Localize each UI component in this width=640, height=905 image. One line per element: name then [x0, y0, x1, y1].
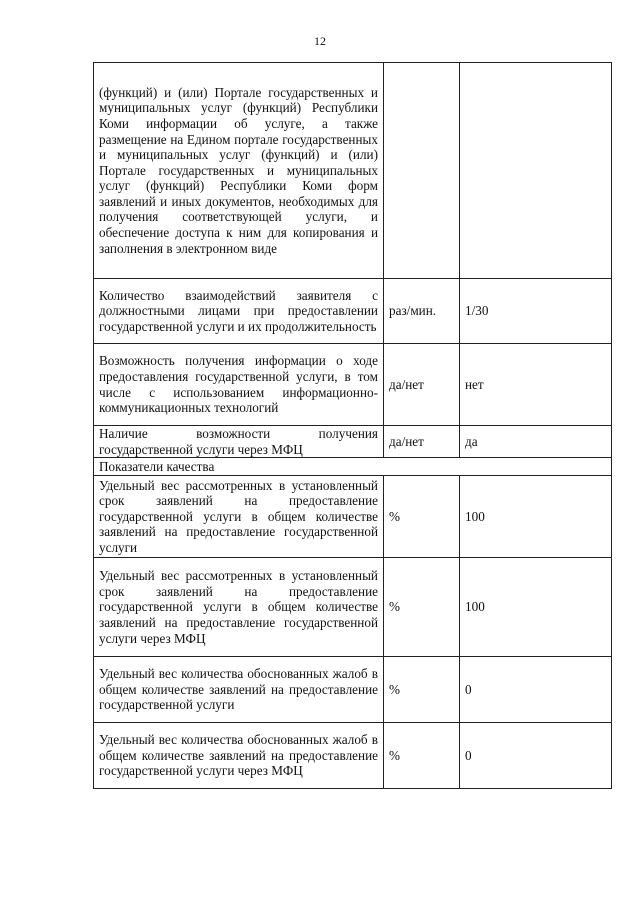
indicator-description: Удельный вес рассмотренных в установленный срок заявлений на предоставление государственной услуги в общем количестве заявлений на предоставление государственной услуги — [94, 476, 384, 558]
indicator-unit: % — [384, 558, 460, 657]
indicator-unit: да/нет — [384, 426, 460, 458]
indicator-description: Удельный вес рассмотренных в установленный срок заявлений на предоставление государственной услуги в общем количестве заявлений на предоставление государственной услуги через МФЦ — [94, 558, 384, 657]
table-row — [94, 344, 612, 426]
indicator-value: да — [460, 426, 612, 458]
table-row — [94, 476, 612, 558]
table-row — [94, 558, 612, 657]
page-number: 12 — [314, 34, 326, 48]
indicator-value: 100 — [460, 476, 612, 558]
table-row — [94, 723, 612, 789]
indicator-value: 0 — [460, 657, 612, 723]
table-row — [94, 279, 612, 344]
indicator-value: 0 — [460, 723, 612, 789]
section-title: Показатели качества — [94, 458, 612, 476]
indicator-description: Удельный вес количества обоснованных жалоб в общем количестве заявлений на предоставление государственной услуги через МФЦ — [94, 723, 384, 789]
indicator-unit — [384, 63, 460, 279]
table-row — [94, 63, 612, 279]
indicator-description: (функций) и (или) Портале государственных и муниципальных услуг (функций) Республики Коми информации об услуге, а также размещение на Едином портале государственных и муниципальных услуг (функций) и (или) Портале государственных и муниципальных услуг (функций) Республики Коми форм заявлений и иных документов, необходимых для получения соответствующей услуги, и обеспечение доступа к ним для копирования и заполнения в электронном виде — [94, 63, 384, 279]
indicator-description: Удельный вес количества обоснованных жалоб в общем количестве заявлений на предоставление государственной услуги — [94, 657, 384, 723]
indicator-value: нет — [460, 344, 612, 426]
indicators-table — [93, 62, 612, 789]
indicator-description: Возможность получения информации о ходе предоставления государственной услуги, в том числе с использованием информационно-коммуникационных технологий — [94, 344, 384, 426]
indicator-description: Количество взаимодействий заявителя с должностными лицами при предоставлении государственной услуги и их продолжительность — [94, 279, 384, 344]
indicator-description: Наличие возможности получения государственной услуги через МФЦ — [94, 426, 384, 458]
indicator-value — [460, 63, 612, 279]
indicator-value: 1/30 — [460, 279, 612, 344]
indicator-value: 100 — [460, 558, 612, 657]
table-row — [94, 426, 612, 458]
indicator-unit: раз/мин. — [384, 279, 460, 344]
table-row — [94, 657, 612, 723]
indicator-unit: да/нет — [384, 344, 460, 426]
indicator-unit: % — [384, 476, 460, 558]
indicator-unit: % — [384, 657, 460, 723]
indicator-unit: % — [384, 723, 460, 789]
section-header-row — [94, 458, 612, 476]
